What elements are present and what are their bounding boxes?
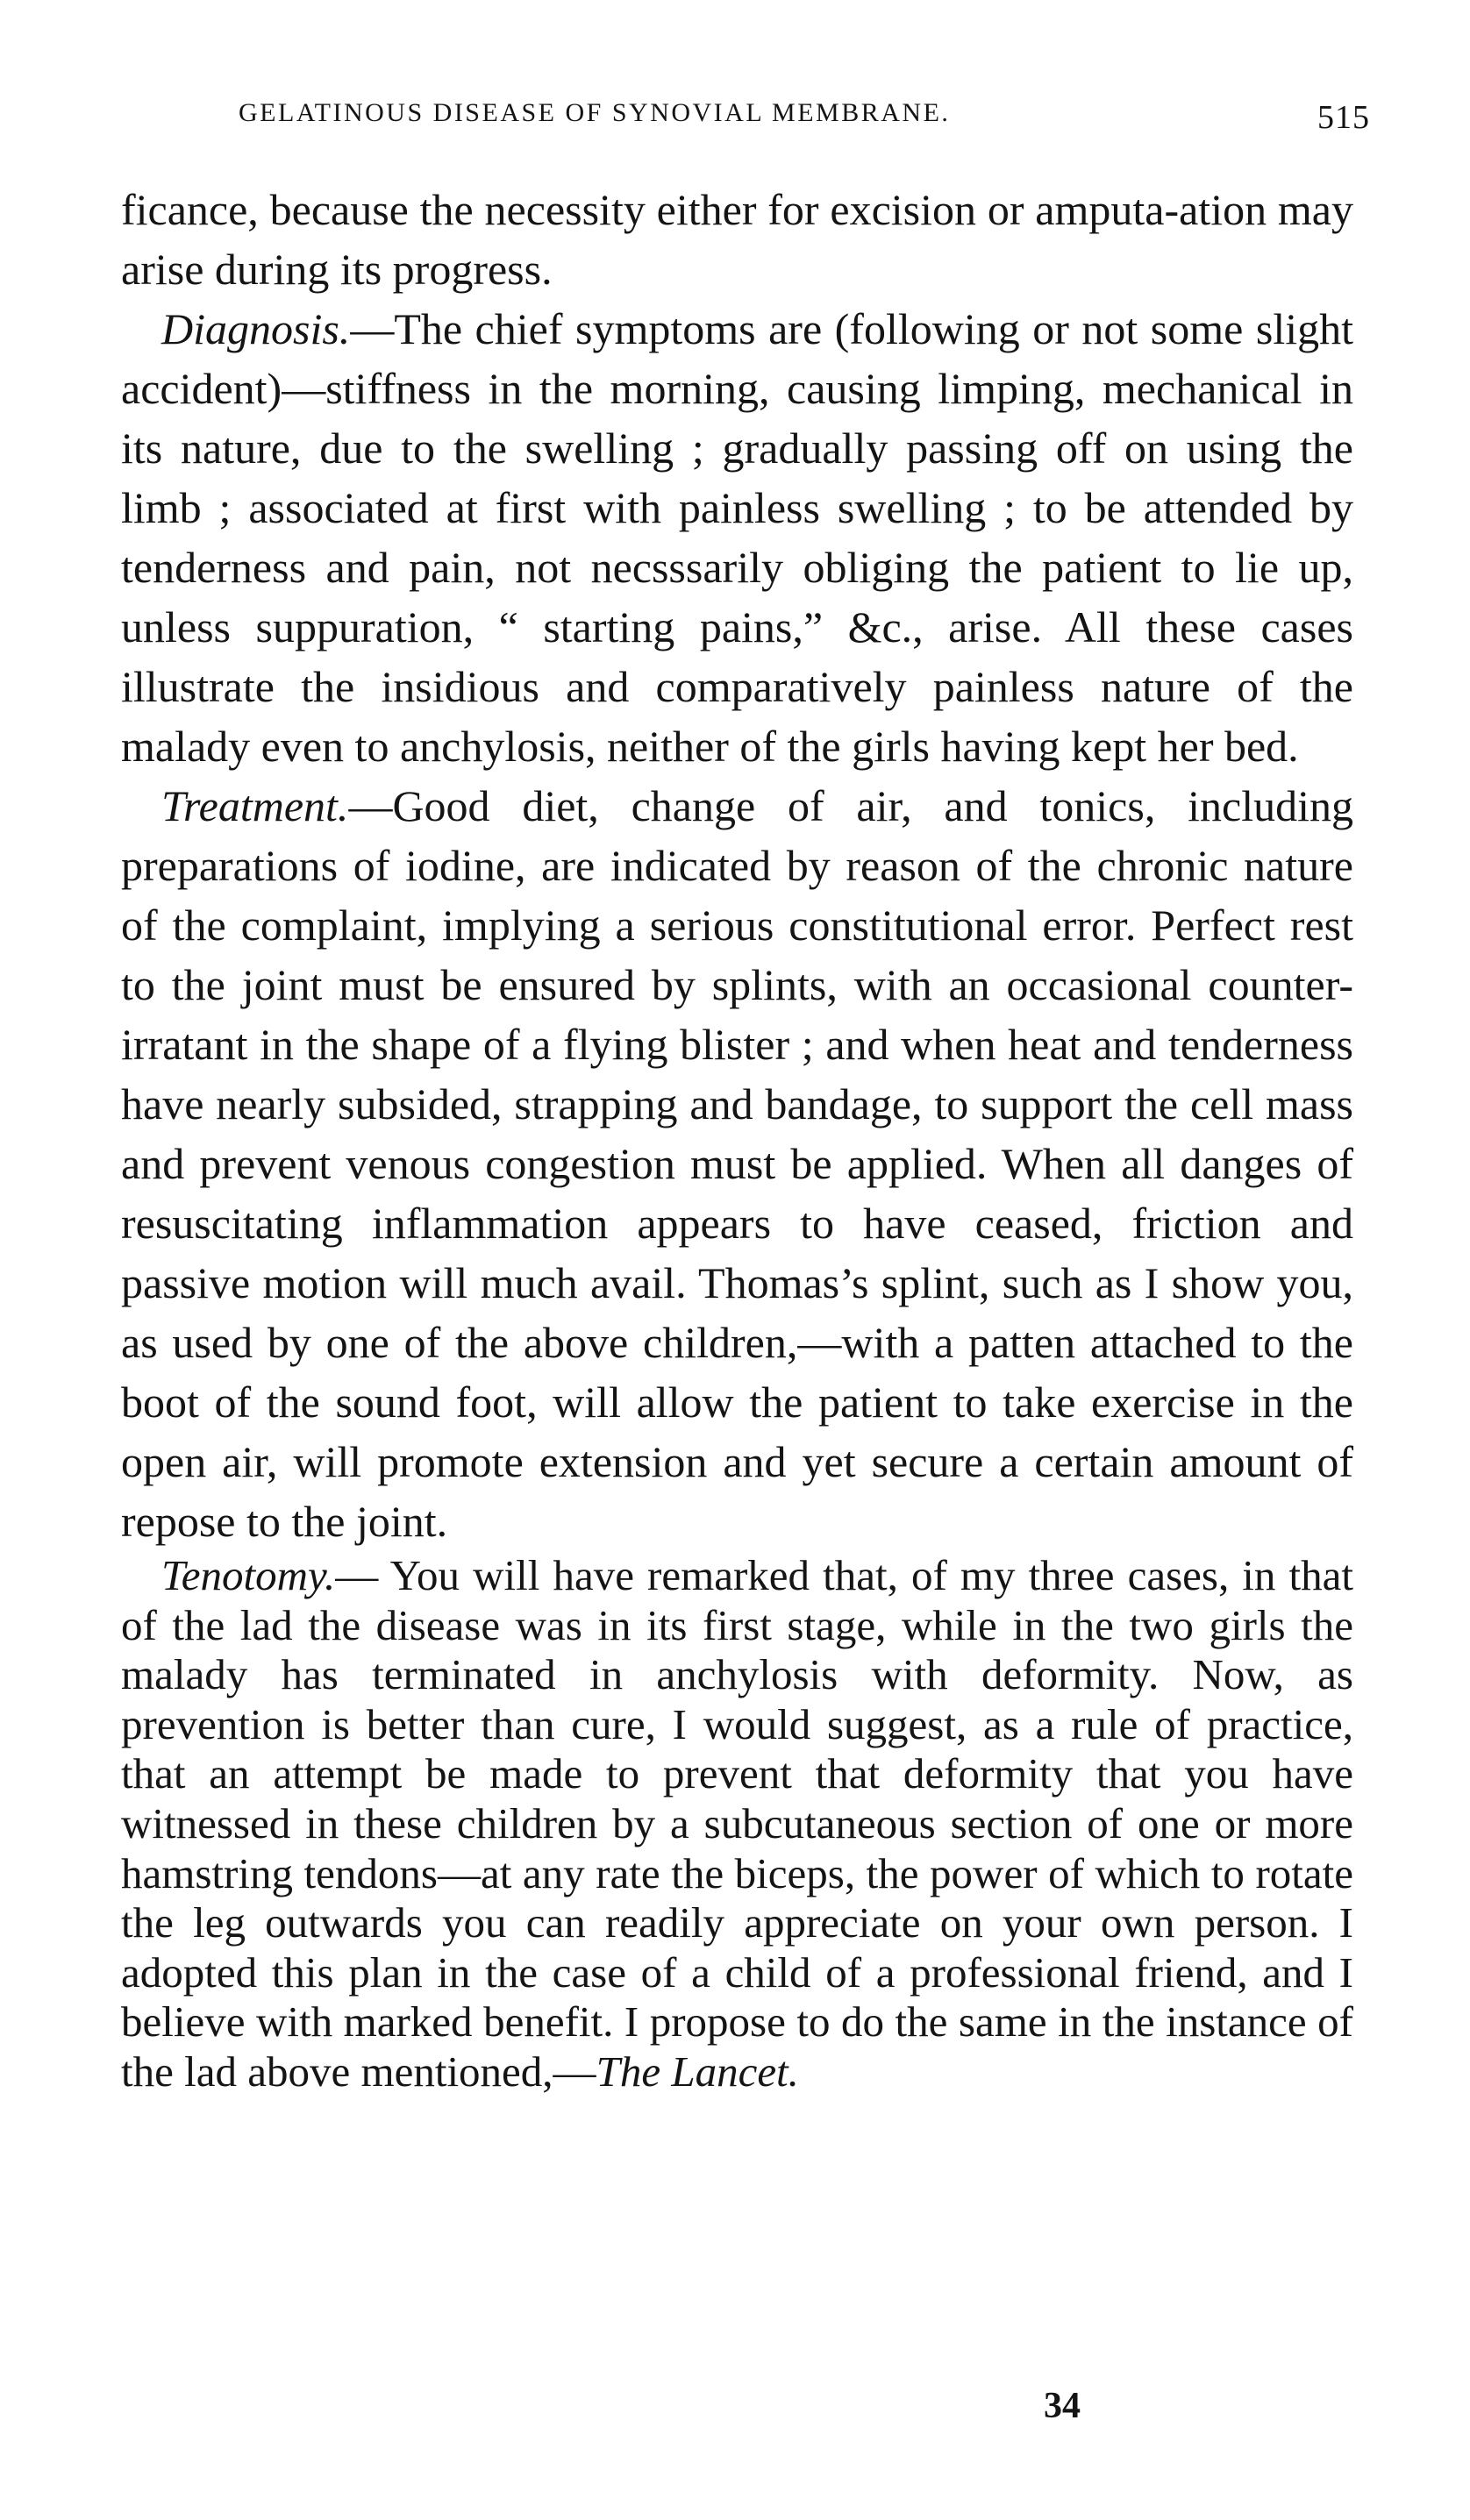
paragraph-diagnosis: [121, 299, 1353, 776]
paragraph-continuation: ficance, because the necessity either for excision or amputa-ation may arise during its progress.: [121, 185, 1353, 294]
page-number: 515: [1317, 99, 1370, 136]
paragraph-tenotomy-text: — You will have remarked that, of my three cases, in that of the lad the disease was in its first stage, while in the two girls the malady has terminated in anchylosis with deformity. Now, as prevention is better than cure, I would suggest, as a rule of practice, that an attempt be made to prevent that deformity that you have witnessed in these children by a subcutaneous section of one or more hamstring tendons—at any rate the biceps, the power of which to rotate the leg outwards you can readily appreciate on your own person. I adopted this plan in the case of a child of a professional friend, and I believe with marked benefit. I propose to do the same in the instance of the lad above mentioned,—: [121, 1551, 1353, 2096]
paragraph-treatment-text: —Good diet, change of air, and tonics, including preparations of iodine, are indicated by reason of the chronic nature of the complaint, implying a serious constitutional error. Perfect rest to the joint must be ensured by splints, with an occasional counter-irratant in the shape of a flying blister ; and when heat and tenderness have nearly subsided, strapping and bandage, to support the cell mass and prevent venous congestion must be applied. When all danges of resuscitating inflammation appears to have ceased, friction and passive motion will much avail. Thomas’s splint, such as I show you, as used by one of the above children,—with a patten attached to the boot of the sound foot, will allow the patient to take exercise in the open air, will promote extension and yet secure a certain amount of repose to the joint.: [121, 781, 1353, 1546]
running-head-title: GELATINOUS DISEASE OF SYNOVIAL MEMBRANE.: [239, 98, 951, 127]
paragraph-treatment: [121, 776, 1353, 1551]
paragraph-tenotomy: [121, 1551, 1353, 2097]
run-in-heading-diagnosis: Diagnosis.: [161, 304, 351, 353]
paragraph-diagnosis-text: —The chief symptoms are (following or not some slight accident)—stiffness in the morning, causing limping, mechanical in its nature, due to the swelling ; gradually passing off on using the limb ; associated at first with painless swelling ; to be attended by tenderness and pain, not necsssarily obliging the patient to lie up, unless suppuration, “ starting pains,” &c., arise. All these cases illustrate the insidious and comparatively painless nature of the malady even to anchylosis, neither of the girls having kept her bed.: [121, 304, 1353, 771]
source-citation: The Lancet.: [596, 2047, 799, 2096]
run-in-heading-treatment: Treatment.: [161, 781, 349, 830]
body-text: [121, 180, 1353, 2097]
run-in-heading-tenotomy: Tenotomy.: [161, 1551, 336, 1599]
running-head: [239, 98, 1370, 142]
signature-mark: 34: [1044, 2386, 1081, 2426]
